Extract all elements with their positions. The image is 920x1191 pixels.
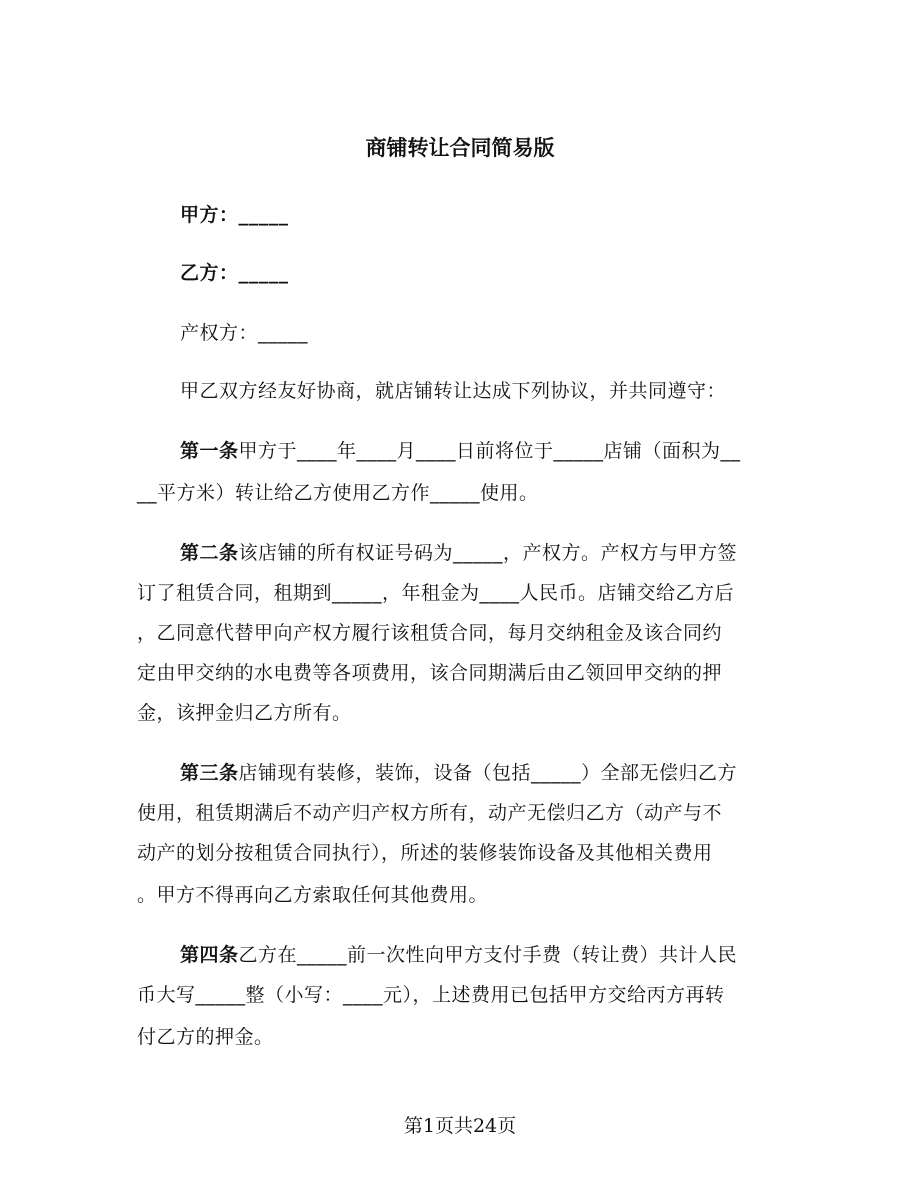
article-4-line: 付乙方的押金。 — [137, 1026, 274, 1048]
article-text: 甲方于____年____月____日前将位于_____店铺（面积为__ — [238, 440, 741, 462]
article-text: 乙方在_____前一次性向甲方支付手费（转让费）共计人民 — [238, 944, 738, 966]
article-2-line: 订了租赁合同，租期到_____，年租金为____人民币。店铺交给乙方后 — [137, 582, 735, 604]
page-number: 第1页共24页 — [403, 1115, 517, 1137]
party-b-line — [180, 261, 289, 285]
party-a-blank: _____ — [238, 204, 289, 226]
article-4-label: 第四条 — [180, 944, 239, 966]
party-b-label: 乙方： — [180, 262, 239, 284]
article-4-line — [180, 943, 737, 967]
article-3-line: 使用，租赁期满后不动产归产权方所有，动产无偿归乙方（动产与不 — [137, 802, 723, 824]
article-3-label: 第三条 — [180, 762, 239, 784]
owner-blank: _____ — [258, 322, 309, 344]
article-text: 店铺现有装修，装饰，设备（包括_____）全部无偿归乙方 — [238, 762, 738, 784]
article-3-line: 动产的划分按租赁合同执行），所述的装修装饰设备及其他相关费用 — [137, 842, 713, 864]
article-2-line: ，乙同意代替甲向产权方履行该租赁合同，每月交纳租金及该合同约 — [137, 622, 723, 644]
article-1-label: 第一条 — [180, 440, 239, 462]
document-title: 商铺转让合同简易版 — [365, 136, 555, 160]
owner-label: 产权方： — [180, 322, 259, 344]
article-2-line: 定由甲交纳的水电费等各项费用，该合同期满后由乙领回甲交纳的押 — [137, 662, 723, 684]
article-2-line: 金，该押金归乙方所有。 — [137, 702, 352, 724]
article-2-label: 第二条 — [180, 542, 239, 564]
article-3-line — [180, 761, 737, 785]
party-a-line — [180, 203, 289, 227]
article-2-line — [180, 541, 737, 565]
article-1-line — [180, 439, 741, 463]
article-4-line: 币大写_____整（小写：____元），上述费用已包括甲方交给丙方再转 — [137, 984, 725, 1006]
owner-line — [180, 321, 308, 345]
party-a-label: 甲方： — [180, 204, 239, 226]
intro-paragraph: 甲乙双方经友好协商，就店铺转让达成下列协议，并共同遵守： — [180, 380, 727, 402]
party-b-blank: _____ — [238, 262, 289, 284]
article-text: 该店铺的所有权证号码为_____，产权方。产权方与甲方签 — [238, 542, 738, 564]
article-1-line: __平方米）转让给乙方使用乙方作_____使用。 — [137, 482, 539, 504]
article-3-line: 。甲方不得再向乙方索取任何其他费用。 — [137, 884, 489, 906]
